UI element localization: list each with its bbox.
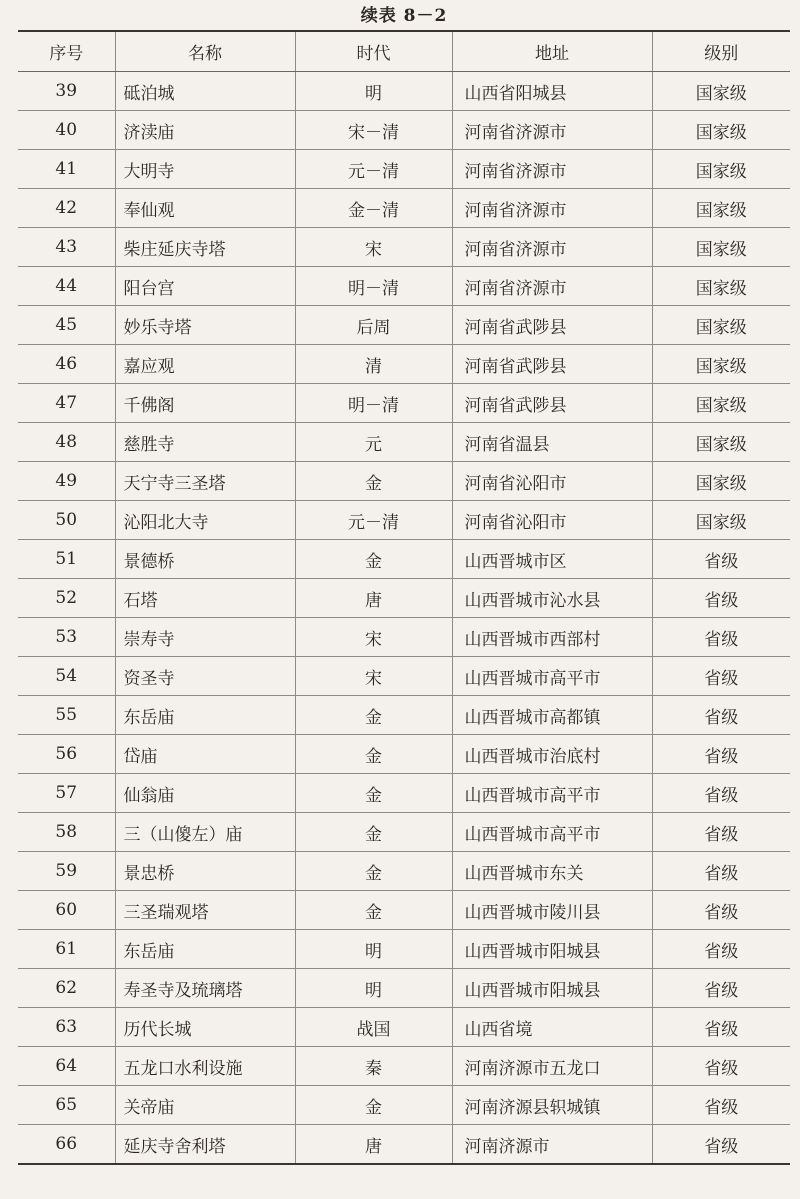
cell-era: 元－清 (295, 150, 452, 189)
table-row (18, 189, 790, 228)
cell-name: 仙翁庙 (115, 774, 295, 813)
cell-name: 慈胜寺 (115, 423, 295, 462)
cell-address: 河南省武陟县 (452, 345, 652, 384)
cell-serial-number: 51 (18, 540, 115, 579)
cell-level: 省级 (652, 969, 790, 1008)
cell-address: 河南省济源市 (452, 267, 652, 306)
cell-address: 山西晋城市治底村 (452, 735, 652, 774)
header-level: 级别 (652, 31, 790, 72)
cell-name: 石塔 (115, 579, 295, 618)
cell-era: 秦 (295, 1047, 452, 1086)
cell-address: 河南省沁阳市 (452, 501, 652, 540)
cell-era: 后周 (295, 306, 452, 345)
cell-name: 三圣瑞观塔 (115, 891, 295, 930)
table-row (18, 618, 790, 657)
cell-level: 省级 (652, 1047, 790, 1086)
cell-name: 关帝庙 (115, 1086, 295, 1125)
cell-serial-number: 55 (18, 696, 115, 735)
table-row (18, 696, 790, 735)
table-row (18, 72, 790, 111)
cell-name: 阳台宫 (115, 267, 295, 306)
table-row (18, 891, 790, 930)
cell-era: 明 (295, 72, 452, 111)
cell-level: 省级 (652, 774, 790, 813)
cell-level: 国家级 (652, 423, 790, 462)
cell-level: 省级 (652, 930, 790, 969)
cell-era: 金 (295, 696, 452, 735)
cell-name: 东岳庙 (115, 930, 295, 969)
header-address: 地址 (452, 31, 652, 72)
table-row (18, 579, 790, 618)
table-row (18, 774, 790, 813)
cell-name: 东岳庙 (115, 696, 295, 735)
header-name: 名称 (115, 31, 295, 72)
cell-era: 金－清 (295, 189, 452, 228)
cell-level: 国家级 (652, 384, 790, 423)
cell-name: 砥泊城 (115, 72, 295, 111)
cell-address: 河南省温县 (452, 423, 652, 462)
cell-era: 唐 (295, 1125, 452, 1165)
cell-address: 河南省济源市 (452, 150, 652, 189)
table-row (18, 969, 790, 1008)
table-row (18, 657, 790, 696)
cell-level: 省级 (652, 540, 790, 579)
cell-address: 河南济源县轵城镇 (452, 1086, 652, 1125)
cell-address: 山西晋城市高平市 (452, 657, 652, 696)
cell-level: 省级 (652, 1008, 790, 1047)
cell-address: 山西晋城市陵川县 (452, 891, 652, 930)
cell-name: 妙乐寺塔 (115, 306, 295, 345)
table-row (18, 813, 790, 852)
cell-era: 明 (295, 969, 452, 1008)
cell-level: 省级 (652, 579, 790, 618)
cell-era: 金 (295, 1086, 452, 1125)
cell-era: 金 (295, 774, 452, 813)
cell-serial-number: 61 (18, 930, 115, 969)
cell-era: 金 (295, 852, 452, 891)
cell-level: 省级 (652, 891, 790, 930)
cell-name: 柴庄延庆寺塔 (115, 228, 295, 267)
cell-name: 资圣寺 (115, 657, 295, 696)
table-row (18, 423, 790, 462)
table-row (18, 462, 790, 501)
cell-level: 国家级 (652, 111, 790, 150)
cell-serial-number: 42 (18, 189, 115, 228)
cell-era: 金 (295, 462, 452, 501)
cell-era: 明－清 (295, 384, 452, 423)
cell-serial-number: 58 (18, 813, 115, 852)
cell-name: 延庆寺舍利塔 (115, 1125, 295, 1165)
cell-name: 奉仙观 (115, 189, 295, 228)
table-row (18, 501, 790, 540)
cell-address: 山西晋城市沁水县 (452, 579, 652, 618)
cell-era: 金 (295, 891, 452, 930)
cell-name: 沁阳北大寺 (115, 501, 295, 540)
cell-address: 山西晋城市高都镇 (452, 696, 652, 735)
table-body (18, 72, 790, 1165)
cell-address: 山西晋城市阳城县 (452, 930, 652, 969)
cell-name: 大明寺 (115, 150, 295, 189)
cell-level: 省级 (652, 735, 790, 774)
cell-address: 山西晋城市阳城县 (452, 969, 652, 1008)
cell-name: 五龙口水利设施 (115, 1047, 295, 1086)
cell-level: 国家级 (652, 462, 790, 501)
cell-level: 省级 (652, 1086, 790, 1125)
table-row (18, 384, 790, 423)
table-row (18, 345, 790, 384)
cell-serial-number: 57 (18, 774, 115, 813)
cell-serial-number: 52 (18, 579, 115, 618)
table-row (18, 735, 790, 774)
cell-serial-number: 49 (18, 462, 115, 501)
cell-level: 省级 (652, 618, 790, 657)
table-row (18, 267, 790, 306)
cell-address: 山西晋城市东关 (452, 852, 652, 891)
cell-serial-number: 54 (18, 657, 115, 696)
cell-name: 千佛阁 (115, 384, 295, 423)
cell-level: 国家级 (652, 189, 790, 228)
cell-serial-number: 50 (18, 501, 115, 540)
cell-address: 山西晋城市高平市 (452, 813, 652, 852)
cell-name: 历代长城 (115, 1008, 295, 1047)
header-serial-number: 序号 (18, 31, 115, 72)
cell-name: 济渎庙 (115, 111, 295, 150)
cell-name: 岱庙 (115, 735, 295, 774)
cell-address: 山西晋城市高平市 (452, 774, 652, 813)
cell-era: 清 (295, 345, 452, 384)
cell-serial-number: 39 (18, 72, 115, 111)
cell-level: 省级 (652, 813, 790, 852)
cell-serial-number: 63 (18, 1008, 115, 1047)
header-row (18, 31, 790, 72)
cell-era: 元－清 (295, 501, 452, 540)
cell-name: 景忠桥 (115, 852, 295, 891)
cell-name: 寿圣寺及琉璃塔 (115, 969, 295, 1008)
cell-address: 山西省阳城县 (452, 72, 652, 111)
header-era: 时代 (295, 31, 452, 72)
cell-serial-number: 48 (18, 423, 115, 462)
cell-serial-number: 66 (18, 1125, 115, 1165)
table-row (18, 1125, 790, 1165)
cell-level: 省级 (652, 696, 790, 735)
cell-era: 明 (295, 930, 452, 969)
cell-level: 国家级 (652, 501, 790, 540)
cell-serial-number: 59 (18, 852, 115, 891)
cell-serial-number: 44 (18, 267, 115, 306)
cell-serial-number: 65 (18, 1086, 115, 1125)
cell-name: 崇寿寺 (115, 618, 295, 657)
table-row (18, 930, 790, 969)
cell-era: 宋 (295, 228, 452, 267)
table-row (18, 228, 790, 267)
cell-serial-number: 46 (18, 345, 115, 384)
cell-address: 河南省武陟县 (452, 306, 652, 345)
cell-serial-number: 47 (18, 384, 115, 423)
table-row (18, 852, 790, 891)
cell-level: 国家级 (652, 345, 790, 384)
cell-era: 唐 (295, 579, 452, 618)
cell-serial-number: 41 (18, 150, 115, 189)
cell-address: 山西晋城市区 (452, 540, 652, 579)
cell-address: 河南省武陟县 (452, 384, 652, 423)
table-row (18, 150, 790, 189)
table-row (18, 1086, 790, 1125)
cell-address: 河南省沁阳市 (452, 462, 652, 501)
table-row (18, 111, 790, 150)
cell-name: 三（山傻左）庙 (115, 813, 295, 852)
cell-address: 河南省济源市 (452, 111, 652, 150)
cell-level: 国家级 (652, 267, 790, 306)
cell-era: 金 (295, 813, 452, 852)
cell-era: 金 (295, 540, 452, 579)
cell-address: 山西晋城市西部村 (452, 618, 652, 657)
table-row (18, 1047, 790, 1086)
table-header (18, 31, 790, 72)
cell-serial-number: 45 (18, 306, 115, 345)
cell-serial-number: 60 (18, 891, 115, 930)
cell-level: 省级 (652, 852, 790, 891)
table-row (18, 540, 790, 579)
cell-era: 宋 (295, 618, 452, 657)
heritage-sites-table (18, 30, 790, 1165)
cell-address: 河南省济源市 (452, 189, 652, 228)
cell-name: 天宁寺三圣塔 (115, 462, 295, 501)
cell-serial-number: 56 (18, 735, 115, 774)
table-row (18, 306, 790, 345)
cell-level: 国家级 (652, 72, 790, 111)
cell-era: 金 (295, 735, 452, 774)
cell-serial-number: 53 (18, 618, 115, 657)
cell-serial-number: 43 (18, 228, 115, 267)
cell-level: 国家级 (652, 228, 790, 267)
cell-level: 国家级 (652, 306, 790, 345)
cell-name: 景德桥 (115, 540, 295, 579)
cell-serial-number: 62 (18, 969, 115, 1008)
cell-level: 省级 (652, 1125, 790, 1165)
cell-address: 山西省境 (452, 1008, 652, 1047)
table-row (18, 1008, 790, 1047)
cell-serial-number: 64 (18, 1047, 115, 1086)
cell-era: 宋 (295, 657, 452, 696)
cell-era: 明－清 (295, 267, 452, 306)
document-page (18, 0, 790, 1165)
cell-address: 河南省济源市 (452, 228, 652, 267)
cell-name: 嘉应观 (115, 345, 295, 384)
table-caption: 续表 8－2 (360, 6, 448, 26)
cell-era: 元 (295, 423, 452, 462)
cell-level: 省级 (652, 657, 790, 696)
cell-era: 宋－清 (295, 111, 452, 150)
cell-level: 国家级 (652, 150, 790, 189)
cell-address: 河南济源市 (452, 1125, 652, 1165)
cell-era: 战国 (295, 1008, 452, 1047)
cell-address: 河南济源市五龙口 (452, 1047, 652, 1086)
cell-serial-number: 40 (18, 111, 115, 150)
